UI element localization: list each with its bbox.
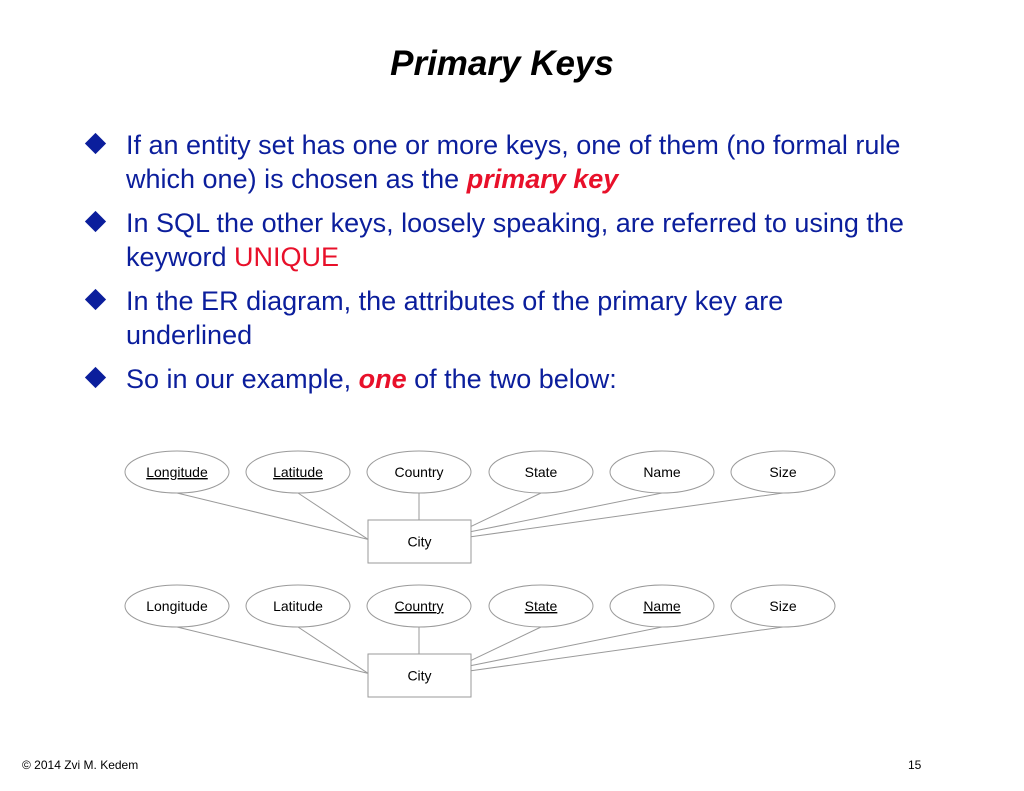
key-attribute-label: Name xyxy=(643,598,681,614)
attribute-label: Size xyxy=(769,598,797,614)
entity-label: City xyxy=(407,667,432,684)
attribute-label: Size xyxy=(769,464,797,480)
relationship-line xyxy=(471,627,541,660)
slide-title: Primary Keys xyxy=(390,44,614,83)
key-attribute-label: State xyxy=(524,598,558,614)
relationship-line xyxy=(298,627,368,673)
copyright-footer: © 2014 Zvi M. Kedem xyxy=(22,758,139,772)
bullet-text: So in our example, xyxy=(126,364,359,394)
er-diagram-2 xyxy=(125,585,835,697)
attribute-label: Country xyxy=(394,464,444,480)
bullet-text: In SQL the other keys, loosely speaking, are referred to using the keyword xyxy=(126,208,904,272)
keyword-text: UNIQUE xyxy=(234,242,340,272)
attribute-label: Name xyxy=(643,464,681,480)
entity-label: City xyxy=(407,533,432,550)
key-attribute-label: Latitude xyxy=(273,464,323,480)
attribute-label: Latitude xyxy=(273,598,323,614)
bullet-text: In the ER diagram, the attributes of the primary key are underlined xyxy=(126,286,784,350)
attribute-label: Longitude xyxy=(146,598,208,614)
er-diagram-1 xyxy=(125,451,835,563)
key-attribute-label: Country xyxy=(394,598,444,614)
relationship-line xyxy=(298,493,368,539)
key-attribute-label: Longitude xyxy=(146,464,208,480)
attribute-label: State xyxy=(524,464,558,480)
page-number: 15 xyxy=(908,758,922,772)
relationship-line xyxy=(471,493,541,526)
relationship-line xyxy=(177,493,368,539)
relationship-line xyxy=(177,627,368,673)
bullet-text: If an entity set has one or more keys, one of them (no formal rule which one) is chosen as the xyxy=(126,130,901,194)
emphasis-text: primary key xyxy=(466,164,619,194)
bullet-text: of the two below: xyxy=(406,364,617,394)
emphasis-text: one xyxy=(358,364,407,394)
